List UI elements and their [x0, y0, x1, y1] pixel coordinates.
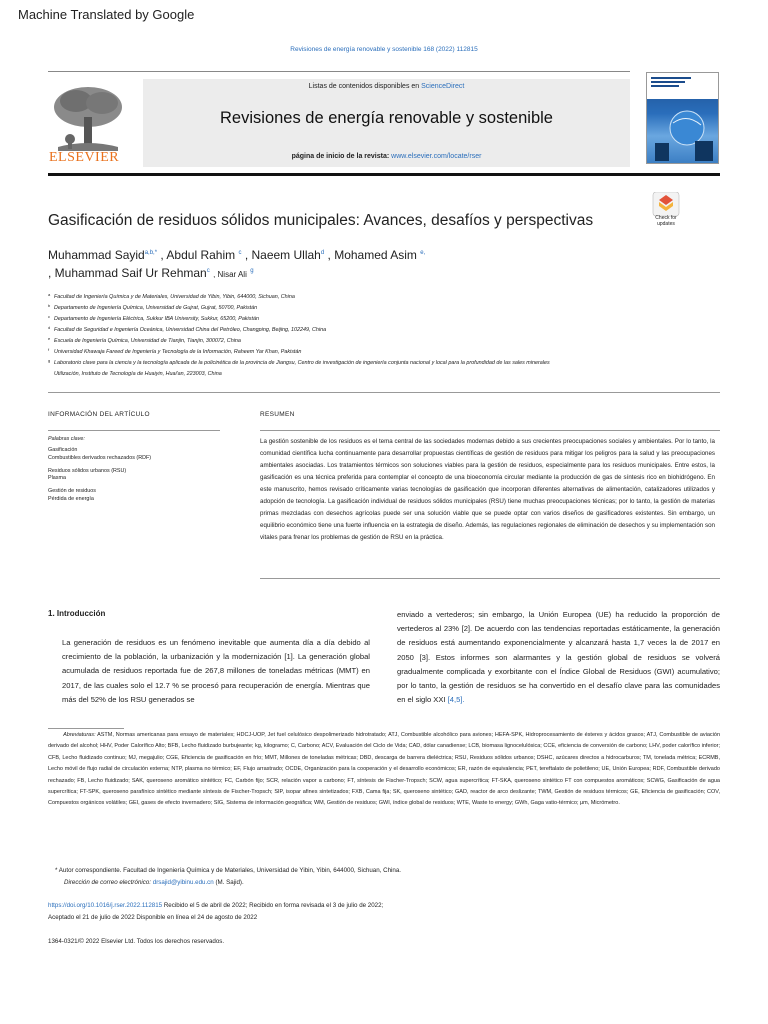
- footnote-rule: [48, 728, 124, 729]
- affiliation-item: g Laboratorio clave para la ciencia y la tecnología aplicada de la policinética de la provincia de Jiangsu, Centro de investigación de ingeniería conjunta nacional y local para la profundidad de las sales minerales: [48, 358, 550, 366]
- intro-paragraph: La generación de residuos es un fenómeno inevitable que aumenta día a día debido al crecimiento de la población, la urbanización y la modernización [1]. La generación global acumulada de residuos reportada fue de 267,8 millones de toneladas métricas (MMT) en 2017, de las cuales solo el 12.7 % se procesó para recuperación de energía. Mientras que más del 52% de los RSU generados se: [62, 638, 370, 704]
- email-label: Dirección de correo electrónico:: [64, 879, 152, 886]
- intro-column-left: [48, 636, 370, 707]
- abstract-bottom-rule: [260, 578, 720, 579]
- author-name[interactable]: , Mohamed Asim: [327, 248, 417, 262]
- corresponding-author-note: * Autor correspondiente. Facultad de Ingeniería Química y de Materiales, Universidad de Yibin, Yibin, 644000, Sichuan, China.: [55, 867, 402, 874]
- email-line: [64, 879, 244, 886]
- abbreviations-footnote: [48, 730, 720, 810]
- author-name[interactable]: , Abdul Rahim: [160, 248, 236, 262]
- affiliations: [48, 292, 728, 380]
- email-suffix: (M. Sajid).: [215, 879, 244, 886]
- author-name[interactable]: Muhammad Sayid: [48, 248, 145, 262]
- intro-column-right: [397, 608, 720, 707]
- keyword-item: Plasma: [48, 475, 66, 482]
- keywords-label: Palabras clave:: [48, 436, 85, 442]
- journal-cover-image[interactable]: [646, 72, 719, 164]
- check-for-updates-label[interactable]: Check for updates: [655, 215, 677, 227]
- author-sup[interactable]: d: [320, 250, 325, 256]
- received-dates: Recibido el 5 de abril de 2022; Recibido en forma revisada el 3 de julio de 2022; Aceptado el 21 de julio de 2022 Disponible en línea el 24 de agosto de 2022: [48, 902, 384, 922]
- keyword-item: Pérdida de energía: [48, 495, 94, 502]
- abbreviations-label: Abreviaturas:: [63, 732, 96, 738]
- intro-paragraph-continued: enviado a vertederos; sin embargo, la Unión Europea (UE) ha reducido la proporción de vertederos al 23% [2]. De acuerdo con las tendencias reportadas estáticamente, la generación de residuos está aumentando exponencialmente y alcanzará hasta 1,7 veces la de 2017 en 2050 [3]. Estos informes son alarmantes y la gestión global de residuos se volverá gradualmente complicada y exorbitante con el Índice Global de Residuos (GWI) acumulativo; por lo tanto, la gestión de residuos se ha convertido en el desafío clave para las comunidades en el siglo XXI: [397, 610, 720, 705]
- journal-header: [143, 79, 630, 167]
- publisher-name: ELSEVIER: [49, 150, 120, 165]
- affiliation-item: d Facultad de Seguridad e Ingeniería Oceánica, Universidad China del Petróleo, Changping, Beijing, 102249, China: [48, 325, 327, 333]
- author-list: [48, 245, 668, 283]
- keyword-item: Gestión de residuos: [48, 488, 96, 495]
- author-sup[interactable]: g: [250, 268, 254, 274]
- affiliation-item: Utilización, Instituto de Tecnología de Huaiyin, Huai'an, 223003, China: [54, 371, 222, 377]
- affiliation-item: f Universidad Khawaja Fareed de Ingeniería y Tecnología de la Información, Raheem Yar Khan, Pakistán: [48, 347, 302, 355]
- doi-link[interactable]: https://doi.org/10.1016/j.rser.2022.112815: [48, 902, 163, 909]
- author-name[interactable]: , Nisar Ali: [213, 270, 247, 279]
- abstract-heading: RESUMEN: [260, 411, 295, 418]
- article-info-rule: [48, 430, 220, 431]
- email-link[interactable]: drsajid@yibinu.edu.cn: [152, 879, 214, 886]
- journal-homepage-link[interactable]: www.elsevier.com/locate/rser: [391, 153, 482, 160]
- abstract-top-rule: [260, 430, 720, 431]
- sciencedirect-link[interactable]: ScienceDirect: [421, 83, 465, 90]
- affiliation-item: e Escuela de Ingeniería Química, Universidad de Tianjin, Tianjin, 300072, China: [48, 336, 241, 344]
- affiliation-item: c Departamento de Ingeniería Eléctrica, Sukkur IBA University, Sukkur, 65200, Pakistán: [48, 314, 259, 322]
- keywords-list: [48, 447, 151, 504]
- contents-availability: Listas de contenidos disponibles en ScienceDirect: [308, 83, 465, 90]
- doi-block: [48, 900, 398, 925]
- keyword-item: Gasificación: [48, 447, 78, 453]
- abstract-text: La gestión sostenible de los residuos es el tema central de las sociedades modernas debido a sus crecientes preocupaciones sociales y ambientales. Por lo tanto, la comunidad científica lucha continuamente para desarrollar propuestas científicas de gestión de residuos para mitigar los peligros para la salud y las preocupaciones ambientales asociadas. Los tratamientos térmicos son soluciones viables para la gestión de residuos, especialmente para los residuos municipales. Entre estos, la gasificación es una técnica preferida para contemplar el concepto de una bioeconomía circular mediante la producción de gas de síntesis rico en biohidrógeno. En este manuscrito, hemos revisado críticamente varias tecnologías de gasificación que incorporan diferentes alternativas de alimentación, catalizadores utilizados y adopción de tecnología. La gasificación individual de residuos sólidos municipales (RSU) tiene muchas preocupaciones técnicas; por lo tanto, la gestión de materias primas mezcladas con desechos agrícolas puede ser una solución viable que se puede optar con varios diseños de gasificadores existentes. Sin embargo, un equilibrio económico tiene una fuerte influencia en la estrategia de diseño. Además, las regulaciones regionales de eliminación de desechos y su implementación son vitales para frenar los problemas de gestión de RSU en la práctica.: [260, 438, 715, 541]
- author-name[interactable]: , Naeem Ullah: [244, 248, 321, 262]
- cover-artwork: [647, 73, 719, 164]
- journal-homepage: página de inicio de la revista: www.elsevier.com/locate/rser: [291, 153, 482, 160]
- author-sup[interactable]: e,: [420, 250, 426, 256]
- article-info-heading: INFORMACIÓN DEL ARTÍCULO: [48, 411, 150, 418]
- header-top-rule: [48, 71, 630, 72]
- header-bottom-rule: [48, 173, 720, 176]
- keyword-item: Residuos sólidos urbanos (RSU): [48, 467, 127, 474]
- author-name[interactable]: , Muhammad Saif Ur Rehman: [48, 266, 207, 280]
- abbreviations-text: ASTM, Normas americanas para ensayo de materiales; HDCJ-UOP, Jet fuel celulósico despolimerizado hidrotratado; ATJ, Combustible alcohólico para aviones; HEFA-SPK, Hidroprocesamiento de ésteres y ácidos grasos; ATJ, Combustible de aviación derivado del alcohol; HHV, Poder Calorífico Alto; BFB, Lecho fluidizado burbujeante; kg, kilogramo; C, Carbono; ACV, Evaluación del Ciclo de Vida; CAD, dólar canadiense; LCB, biomasa lignocelulósica; CCE, eficiencia de conversión de carbono; LHV, poder calorífico inferior; CFB, Lecho fluidizado continuo; MJ, megajulio; CGE, Eficiencia de gasificación en frío; MMT, Millones de toneladas métricas; DBD, descarga de barrera dieléctrica; RSU, Residuos sólidos urbanos; DSHC, azúcares directos a hidrocarburos; TM, tonelada métrica; ECRMB, Lecho móvil de flujo radial de circulación externa; NTP, plasma no térmico; EF, Flujo arrastrado; OCDE, Organización para la cooperación y el desarrollo económicos; ER, razón de equivalencia; PET, tereftalato de polietileno; UE, Unión Europea; RDF, Combustible derivado rechazado; FB, Lecho fluidizado; SAK, queroseno aromático sintético; FC, Carbón fijo; SCR, relación vapor a carbono; FT, síntesis de Fischer-Tropsch; SCW, agua supercrítica; FT-SKA, queroseno sintético FT con compuestos aromáticos; SCWG, Gasificación de agua supercrítica; FT-SPK, queroseno parafínico sintético mediante síntesis de Fischer-Tropsch; SIP, isopar afines sintetizados; FXB, Cama fija; SK, queroseno sintético; GAD, reactor de arco deslizante; TWM, Gestión de residuos térmicos; GE, Eficiencia de gasificación; COV, Compuestos orgánicos volátiles; GEI, gases de efecto invernadero; SIG, Sistema de información geográfica; WM, Gestión de residuos; GWI, índice global de residuos; WTE, Waste to energy; GWh, Gaga vatio-térmico; μm, Micrómetro.: [48, 732, 721, 807]
- author-sup[interactable]: a,b,*: [144, 250, 158, 256]
- section-heading-introduction: 1. Introducción: [48, 609, 106, 618]
- machine-translated-banner: Machine Translated by Google: [18, 7, 195, 22]
- author-sup[interactable]: c: [206, 268, 210, 274]
- section-divider: [48, 392, 720, 393]
- keyword-item: Combustibles derivados rechazados (RDF): [48, 454, 152, 461]
- citation-link[interactable]: [4,5].: [447, 695, 465, 705]
- issn-copyright: 1364-0321/© 2022 Elsevier Ltd. Todos los derechos reservados.: [48, 938, 225, 945]
- affiliation-item: b Departamento de Ingeniería Química, Universidad de Gujrat, Gujrat, 50700, Pakistán: [48, 303, 258, 311]
- affiliation-item: a Facultad de Ingeniería Química y de Materiales, Universidad de Yibin, Yibin, 644000, Sichuan, China: [48, 292, 295, 300]
- journal-reference[interactable]: Revisiones de energía renovable y sostenible 168 (2022) 112815: [290, 46, 478, 53]
- article-title: Gasificación de residuos sólidos municipales: Avances, desafíos y perspectivas: [48, 212, 594, 229]
- author-sup[interactable]: c: [238, 250, 242, 256]
- journal-title: Revisiones de energía renovable y sostenible: [220, 109, 553, 127]
